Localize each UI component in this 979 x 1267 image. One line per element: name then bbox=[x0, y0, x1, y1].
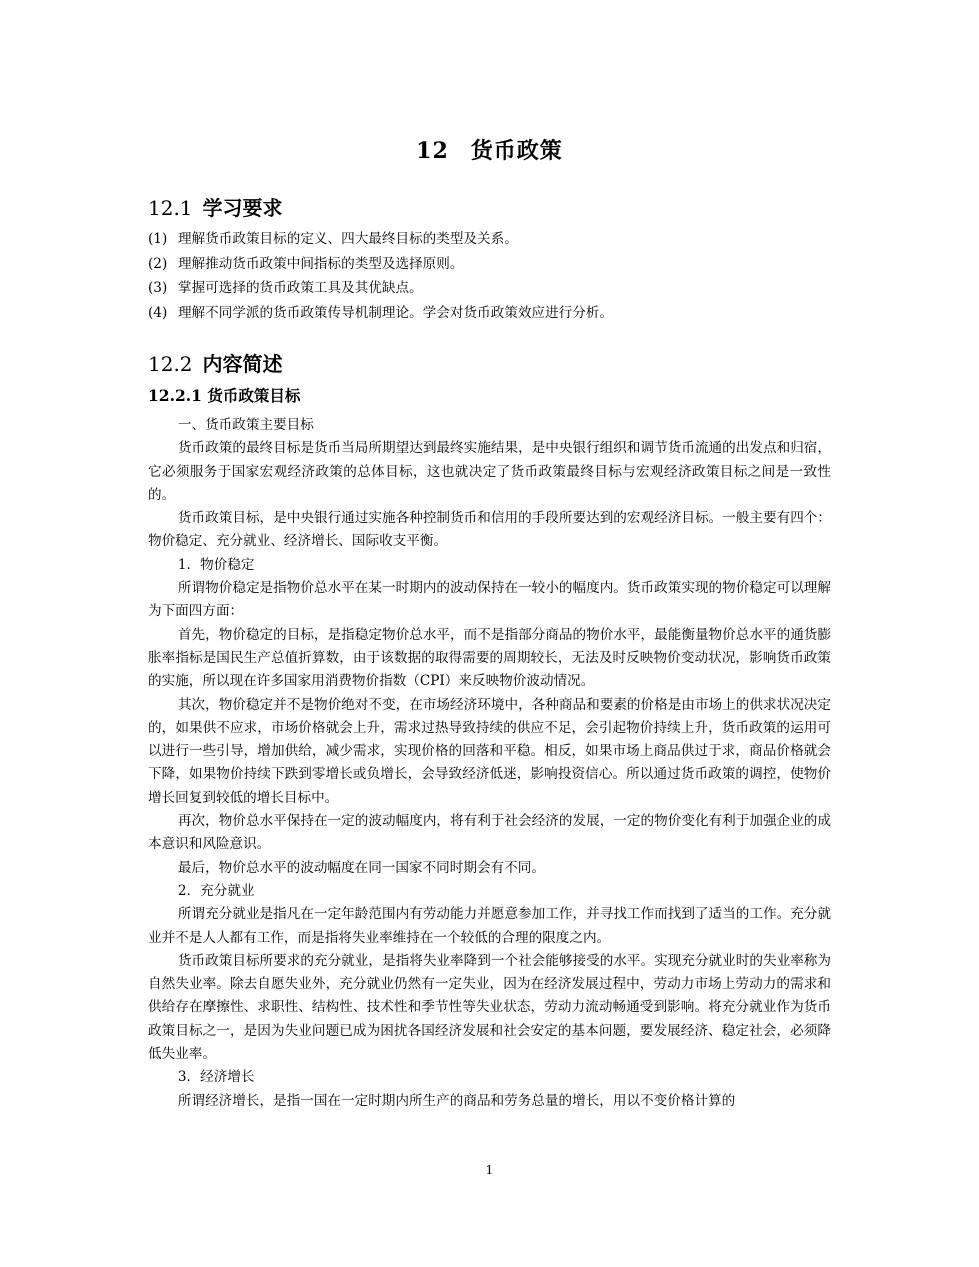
section-heading-learning-requirements bbox=[148, 192, 283, 221]
list-item-text: 掌握可选择的货币政策工具及其优缺点。 bbox=[178, 280, 423, 296]
chapter-title bbox=[0, 134, 979, 165]
paragraph: 货币政策的最终目标是货币当局所期望达到最终实施结果，是中央银行组织和调节货币流通的出发点和归宿，它必须服务于国家宏观经济政策的总体目标，这也就决定了货币政策最终目标与宏观经济政策目标之间是一致性的。 bbox=[148, 440, 831, 503]
paragraph: 其次，物价稳定并不是物价绝对不变，在市场经济环境中，各种商品和要素的价格是由市场上的供求状况决定的，如果供不应求，市场价格就会上升，需求过热导致持续的供应不足，会引起物价持续上升，货币政策的运用可以进行一些引导，增加供给，减少需求，实现价格的回落和平稳。相反，如果市场上商品供过于求，商品价格就会下降，如果物价持续下跌到零增长或负增长，会导致经济低迷，影响投资信心。所以通过货币政策的调控，使物价增长回复到较低的增长目标中。 bbox=[148, 696, 831, 806]
list-marker: (3) bbox=[148, 280, 168, 296]
list-item-text: 理解不同学派的货币政策传导机制理论。学会对货币政策效应进行分析。 bbox=[178, 304, 613, 321]
paragraph: 再次，物价总水平保持在一定的波动幅度内，将有利于社会经济的发展，一定的物价变化有利于加强企业的成本意识和风险意识。 bbox=[148, 813, 831, 853]
paragraph: 首先，物价稳定的目标，是指稳定物价总水平，而不是指部分商品的物价水平，最能衡量物价总水平的通货膨胀率指标是国民生产总值折算数，由于该数据的取得需要的周期较长，无法及时反映物价变动状况，影响货币政策的实施，所以现在许多国家用消费物价指数（CPI）来反映物价波动情况。 bbox=[148, 626, 831, 690]
paragraph: 货币政策目标所要求的充分就业，是指将失业率降到一个社会能够接受的水平。实现充分就业时的失业率称为自然失业率。除去自愿失业外，充分就业仍然有一定失业，因为在经济发展过程中，劳动力市场上劳动力的需求和供给存在摩擦性、求职性、结构性、技术性和季节性等失业状态，劳动力流动畅通受到影响。将充分就业作为货币政策目标之一，是因为失业问题已成为困扰各国经济发展和社会安定的基本问题，要发展经济、稳定社会，必须降低失业率。 bbox=[148, 952, 831, 1063]
paragraph: 3．经济增长 bbox=[177, 1069, 255, 1086]
section-number: 12.2 bbox=[148, 352, 193, 376]
paragraph: 1．物价稳定 bbox=[177, 556, 255, 573]
list-item bbox=[148, 301, 838, 326]
paragraph: 所谓充分就业是指凡在一定年龄范围内有劳动能力并愿意参加工作，并寻找工作而找到了适当的工作。充分就业并不是人人都有工作，而是指将失业率维持在一个较低的合理的限度之内。 bbox=[148, 906, 831, 946]
page-number: 1 bbox=[485, 1163, 494, 1177]
list-marker: (4) bbox=[148, 304, 168, 321]
paragraph: 2．充分就业 bbox=[177, 882, 255, 899]
list-marker: (2) bbox=[148, 255, 168, 272]
paragraph: 所谓物价稳定是指物价总水平在某一时期内的波动保持在一较小的幅度内。货币政策实现的物价稳定可以理解为下面四方面： bbox=[148, 580, 831, 620]
list-marker: (1) bbox=[148, 231, 168, 247]
chapter-title-text: 货币政策 bbox=[470, 138, 563, 164]
section-title: 学习要求 bbox=[202, 196, 283, 220]
list-item bbox=[148, 276, 838, 301]
section-number: 12.1 bbox=[148, 196, 193, 220]
section-title: 内容简述 bbox=[202, 352, 283, 376]
list-item bbox=[148, 252, 838, 277]
paragraph: 最后，物价总水平的波动幅度在同一国家不同时期会有不同。 bbox=[177, 859, 545, 876]
list-item bbox=[148, 227, 838, 252]
subsection-heading: 12.2.1 货币政策目标 bbox=[148, 386, 301, 405]
chapter-number: 12 bbox=[416, 138, 449, 164]
body-text bbox=[148, 414, 831, 1113]
paragraph: 一、货币政策主要目标 bbox=[177, 417, 314, 433]
paragraph: 所谓经济增长，是指一国在一定时期内所生产的商品和劳务总量的增长，用以不变价格计算的 bbox=[177, 1092, 736, 1109]
paragraph: 货币政策目标，是中央银行通过实施各种控制货币和信用的手段所要达到的宏观经济目标。一般主要有四个：物价稳定、充分就业、经济增长、国际收支平衡。 bbox=[148, 510, 831, 550]
section-heading-content-summary bbox=[148, 348, 283, 377]
requirements-list bbox=[148, 227, 838, 325]
list-item-text: 理解推动货币政策中间指标的类型及选择原则。 bbox=[178, 255, 464, 272]
list-item-text: 理解货币政策目标的定义、四大最终目标的类型及关系。 bbox=[178, 231, 518, 247]
